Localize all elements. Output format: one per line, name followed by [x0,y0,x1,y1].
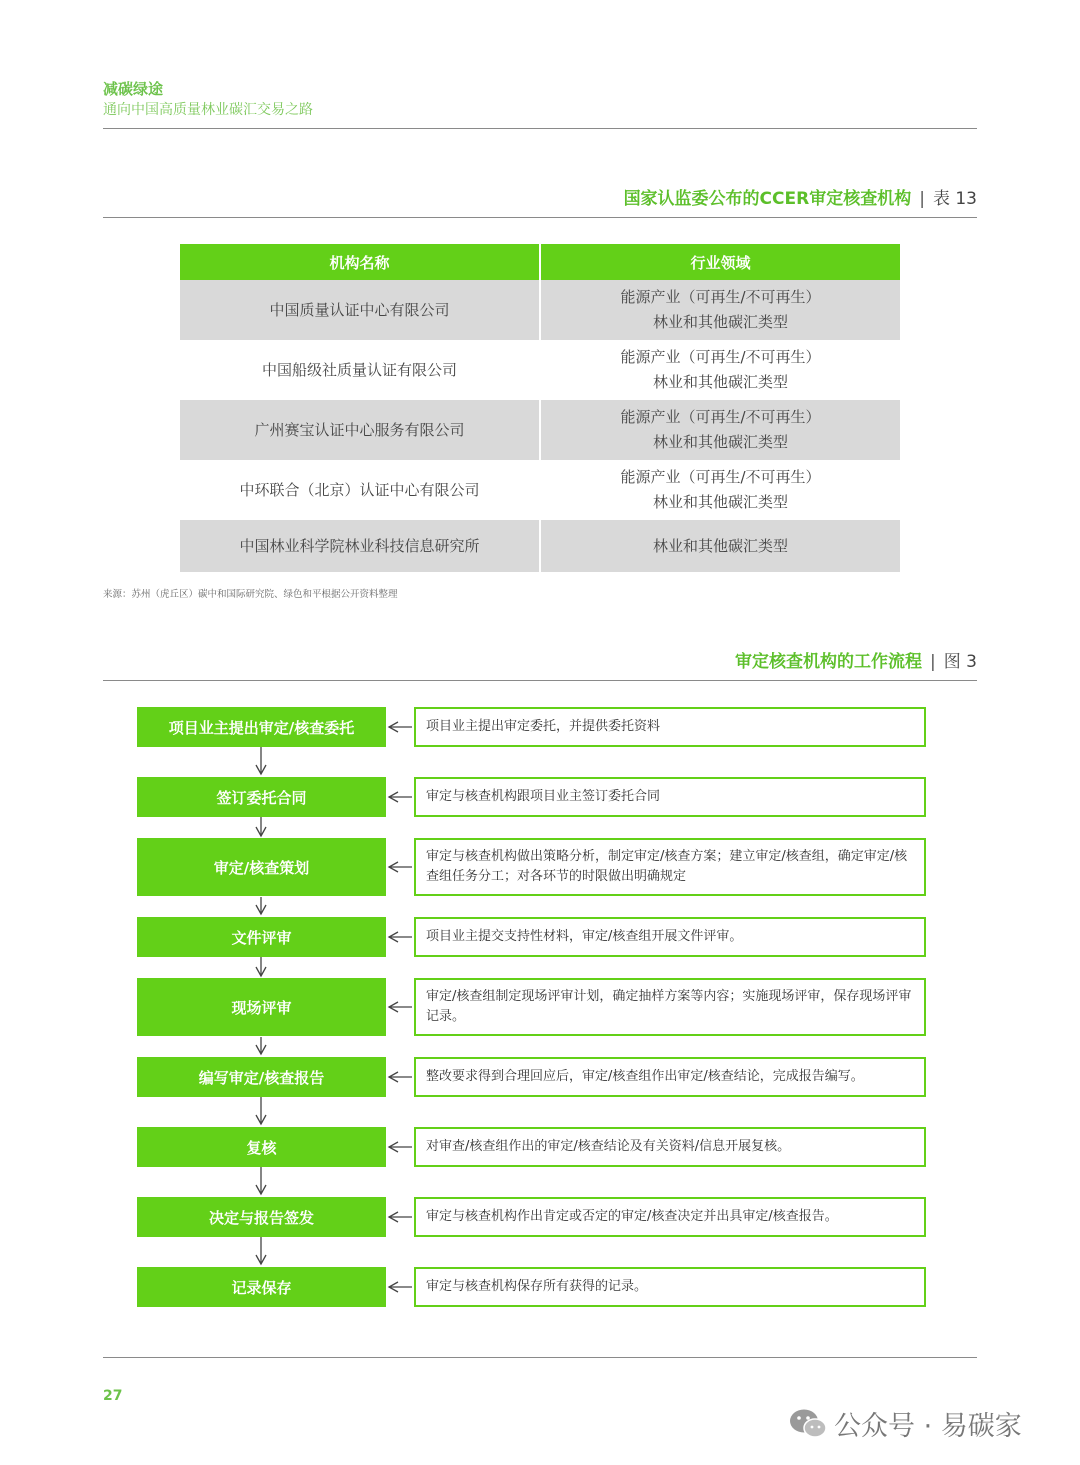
flow-step-description: 审定与核查机构跟项目业主签订委托合同 [414,777,926,817]
flow-step: 复核 [137,1127,386,1167]
industry-field: 能源产业（可再生/不可再生） 林业和其他碳汇类型 [620,468,821,511]
table-section-title: 国家认监委公布的CCER审定核查机构 | 表 13 [623,189,977,209]
flow-step-description: 整改要求得到合理回应后，审定/核查组作出审定/核查结论，完成报告编写。 [414,1057,926,1097]
industry-field: 能源产业（可再生/不可再生） 林业和其他碳汇类型 [540,280,900,340]
column-header-name: 机构名称 [180,244,540,280]
flow-step-description: 审定/核查组制定现场评审计划，确定抽样方案等内容；实施现场评审，保存现场评审记录。 [414,978,926,1036]
flow-step: 项目业主提出审定/核查委托 [137,707,386,747]
flow-label: 图 3 [943,652,977,672]
page-number: 27 [103,1388,123,1404]
table-title: 国家认监委公布的CCER审定核查机构 [623,189,912,209]
watermark-text: 公众号 · 易碳家 [834,1411,1022,1442]
flow-step-description: 审定与核查机构作出肯定或否定的审定/核查决定并出具审定/核查报告。 [414,1197,926,1237]
institution-name: 广州赛宝认证中心服务有限公司 [180,400,540,460]
flow-section-title: 审定核查机构的工作流程 | 图 3 [735,652,977,672]
flow-step-description: 项目业主提交支持性材料，审定/核查组开展文件评审。 [414,917,926,957]
footer-divider [103,1357,977,1358]
institution-name: 中国质量认证中心有限公司 [180,280,540,340]
column-header-field: 行业领域 [540,244,900,280]
flow-step: 记录保存 [137,1267,386,1307]
flow-step-description: 审定与核查机构做出策略分析，制定审定/核查方案；建立审定/核查组，确定审定/核查组任务分工；对各环节的时限做出明确规定 [414,838,926,896]
institution-name: 中环联合（北京）认证中心有限公司 [180,460,540,520]
institution-name: 中国船级社质量认证有限公司 [180,340,540,400]
flow-step: 签订委托合同 [137,777,386,817]
flow-step: 现场评审 [137,978,386,1036]
table-source-note: 来源：苏州（虎丘区）碳中和国际研究院、绿色和平根据公开资料整理 [103,589,398,600]
table-label: 表 13 [932,189,977,209]
flow-step: 编写审定/核查报告 [137,1057,386,1097]
industry-field: 林业和其他碳汇类型 [540,520,900,572]
flow-step: 文件评审 [137,917,386,957]
watermark [788,1404,1022,1443]
industry-field: 能源产业（可再生/不可再生） 林业和其他碳汇类型 [540,400,900,460]
flow-step: 审定/核查策划 [137,838,386,896]
flow-step: 决定与报告签发 [137,1197,386,1237]
report-subtitle: 通向中国高质量林业碳汇交易之路 [103,102,313,118]
flow-step-description: 审定与核查机构保存所有获得的记录。 [414,1267,926,1307]
wechat-icon [788,1407,828,1441]
flow-step-description: 对审查/核查组作出的审定/核查结论及有关资料/信息开展复核。 [414,1127,926,1167]
institution-name: 中国林业科学院林业科技信息研究所 [180,520,540,572]
flow-title: 审定核查机构的工作流程 [735,652,923,672]
flow-step-description: 项目业主提出审定委托，并提供委托资料 [414,707,926,747]
industry-field: 能源产业（可再生/不可再生） 林业和其他碳汇类型 [620,348,821,391]
report-title: 减碳绿途 [103,80,164,98]
